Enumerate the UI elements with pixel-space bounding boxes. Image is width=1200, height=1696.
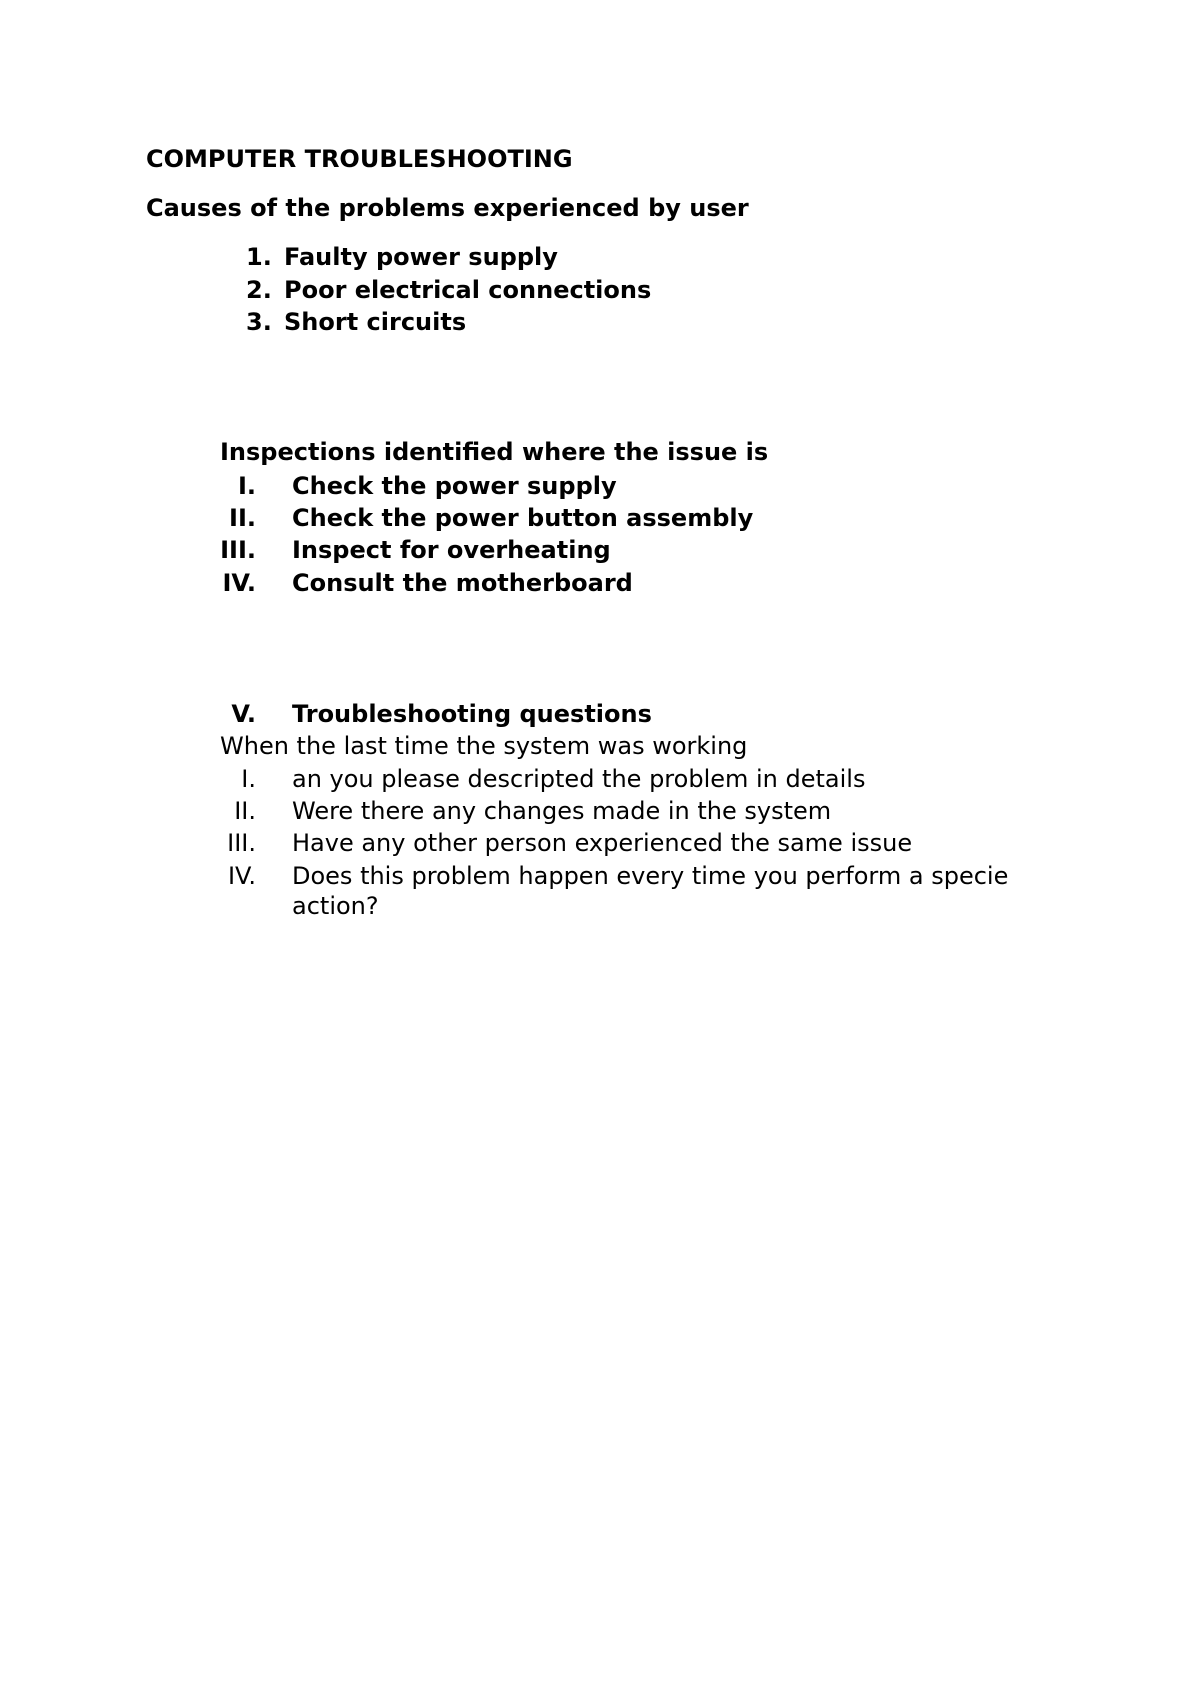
list-marker: 2. <box>246 276 272 304</box>
list-item-text: Poor electrical connections <box>284 276 652 304</box>
list-marker: II. <box>234 797 256 825</box>
list-item-text: Does this problem happen every time you perform a specie action? <box>292 862 1009 920</box>
list-item-text: Have any other person experienced the same issue <box>292 829 913 857</box>
questions-heading: Troubleshooting questions <box>292 700 652 728</box>
document-title: COMPUTER TROUBLESHOOTING <box>146 145 573 173</box>
list-marker: IV. <box>222 569 256 597</box>
list-marker: 3. <box>246 308 272 336</box>
list-marker: II. <box>229 504 256 532</box>
list-item-text: an you please descripted the problem in details <box>292 765 866 793</box>
list-item-text: Check the power button assembly <box>292 504 754 532</box>
list-item-text: Check the power supply <box>292 472 617 500</box>
list-marker: 1. <box>246 243 272 271</box>
list-item-text: Were there any changes made in the system <box>292 797 832 825</box>
list-item-text: Consult the motherboard <box>292 569 633 597</box>
list-marker: I. <box>241 765 256 793</box>
list-item-text: Faulty power supply <box>284 243 558 271</box>
list-marker: I. <box>237 472 256 500</box>
list-marker: III. <box>227 829 256 857</box>
questions-intro: When the last time the system was working <box>220 732 748 760</box>
list-marker: IV. <box>227 862 256 890</box>
inspections-heading: Inspections identified where the issue is <box>220 438 769 466</box>
list-item-text: Inspect for overheating <box>292 536 611 564</box>
causes-heading: Causes of the problems experienced by user <box>146 194 749 222</box>
section-marker: V. <box>231 700 256 728</box>
list-marker: III. <box>220 536 256 564</box>
list-item-text: Short circuits <box>284 308 467 336</box>
